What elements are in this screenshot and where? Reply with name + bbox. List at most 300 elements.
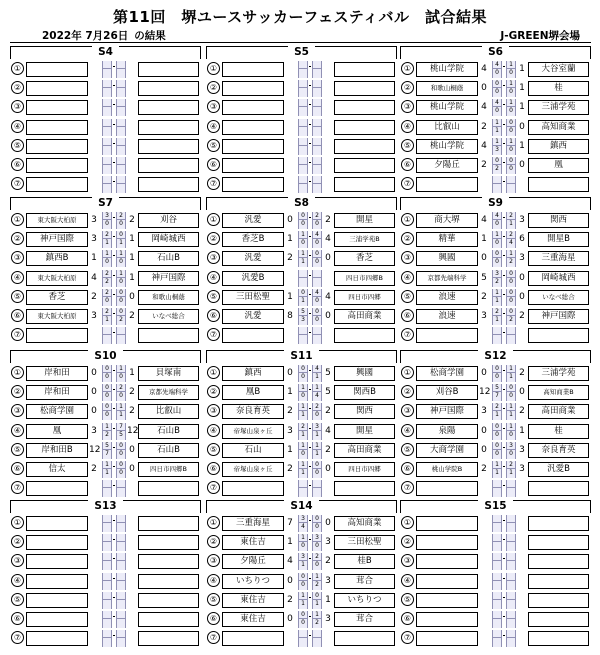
team-b-total bbox=[323, 158, 333, 173]
team-a-halves bbox=[298, 61, 308, 78]
team-b-total: 2 bbox=[519, 368, 525, 378]
team-a-name bbox=[26, 158, 88, 173]
team-a-first-half bbox=[103, 534, 111, 542]
team-b-total: 5 bbox=[325, 387, 331, 398]
team-b-total: 0 bbox=[129, 444, 135, 455]
team-b-halves bbox=[116, 553, 126, 570]
match-number: ③ bbox=[401, 251, 414, 264]
score-dash bbox=[309, 124, 311, 125]
team-b-first-half bbox=[117, 534, 125, 542]
match-row bbox=[400, 307, 591, 326]
panel-header-rule bbox=[206, 500, 284, 513]
match-row bbox=[206, 514, 397, 533]
team-b-total: 2 bbox=[325, 556, 331, 567]
match-row bbox=[206, 249, 397, 268]
score-dash bbox=[309, 447, 311, 448]
team-a-first-half bbox=[103, 480, 111, 488]
team-a-second-half: 0 bbox=[495, 107, 499, 115]
team-b-first-half: 0 bbox=[117, 442, 125, 450]
panel-header-rule bbox=[319, 350, 397, 363]
team-b-name: 高知商業 bbox=[334, 516, 395, 531]
team-a-name: 汎愛B bbox=[222, 271, 284, 286]
team-b-halves bbox=[312, 442, 322, 459]
match-row bbox=[206, 326, 397, 345]
team-a-first-half bbox=[493, 327, 501, 335]
team-a-first-half: 4 bbox=[493, 61, 501, 69]
team-b-total bbox=[323, 120, 333, 135]
team-b-name: 凰 bbox=[528, 158, 589, 173]
team-b-total: 0 bbox=[325, 518, 331, 528]
team-a-second-half: 1 bbox=[495, 469, 499, 476]
team-a-second-half bbox=[493, 542, 501, 550]
match-row bbox=[400, 552, 591, 571]
team-a-second-half: 0 bbox=[495, 373, 499, 380]
team-a-total: 1 bbox=[287, 291, 293, 302]
match-row bbox=[400, 230, 591, 249]
team-b-second-half: 0 bbox=[119, 296, 123, 304]
team-b-first-half bbox=[313, 630, 321, 638]
team-a-second-half: 2 bbox=[495, 277, 499, 285]
team-b-first-half: 0 bbox=[117, 289, 125, 297]
header-divider bbox=[10, 42, 591, 43]
score-dash bbox=[503, 539, 505, 540]
team-b-first-half: 1 bbox=[507, 365, 515, 373]
team-a-total bbox=[285, 481, 295, 496]
team-a-first-half: 0 bbox=[493, 157, 501, 165]
team-a-first-half bbox=[493, 480, 501, 488]
team-b-name: 奈良育英 bbox=[528, 443, 589, 458]
match-row bbox=[206, 79, 397, 98]
team-a-total bbox=[89, 177, 99, 192]
team-b-first-half bbox=[313, 270, 321, 278]
match-row bbox=[400, 572, 591, 591]
team-b-second-half: 0 bbox=[315, 469, 319, 476]
team-a-first-half: 5 bbox=[299, 308, 307, 316]
team-a-total: 2 bbox=[481, 160, 487, 170]
team-b-name: 三浦学苑B bbox=[334, 232, 395, 247]
team-b-first-half: 0 bbox=[117, 461, 125, 469]
team-a-second-half: 1 bbox=[301, 469, 305, 476]
team-b-total bbox=[517, 631, 527, 646]
team-a-second-half bbox=[299, 107, 307, 115]
team-a-halves bbox=[102, 461, 112, 478]
team-b-halves bbox=[116, 461, 126, 478]
score-dash bbox=[113, 389, 115, 390]
team-b-total bbox=[323, 271, 333, 286]
match-row bbox=[10, 460, 201, 479]
team-b-halves bbox=[312, 553, 322, 570]
score-dash bbox=[113, 370, 115, 371]
match-number: ③ bbox=[207, 404, 220, 417]
match-number: ⑥ bbox=[401, 612, 414, 625]
team-b-total: 12 bbox=[127, 425, 139, 436]
team-b-first-half bbox=[507, 592, 515, 600]
team-b-name bbox=[528, 328, 589, 343]
panel-header bbox=[206, 46, 397, 59]
team-a-second-half: 0 bbox=[301, 373, 305, 380]
team-b-second-half bbox=[117, 488, 125, 496]
team-a-name: 岸和田 bbox=[26, 385, 88, 400]
match-number: ① bbox=[401, 366, 414, 379]
team-a-second-half: 0 bbox=[301, 619, 305, 626]
team-b-first-half bbox=[313, 80, 321, 88]
team-b-total bbox=[323, 328, 333, 343]
panel-header bbox=[206, 197, 397, 210]
match-row bbox=[10, 288, 201, 307]
team-b-total bbox=[127, 81, 137, 96]
score-dash bbox=[503, 275, 505, 276]
score-dash bbox=[309, 143, 311, 144]
team-a-first-half bbox=[103, 573, 111, 581]
team-a-halves bbox=[102, 384, 112, 401]
team-b-halves bbox=[312, 138, 322, 155]
team-a-second-half: 2 bbox=[105, 430, 109, 438]
team-a-total: 1 bbox=[287, 537, 293, 548]
team-a-name: 松商学園 bbox=[416, 366, 478, 381]
team-b-second-half bbox=[313, 184, 321, 192]
team-b-halves bbox=[506, 480, 516, 497]
team-b-halves bbox=[116, 289, 126, 306]
team-a-total: 0 bbox=[287, 368, 293, 378]
team-b-first-half bbox=[507, 534, 515, 542]
team-b-name: 開星 bbox=[334, 213, 395, 228]
match-row bbox=[206, 269, 397, 288]
panel-s9 bbox=[400, 197, 591, 352]
team-a-name bbox=[222, 177, 284, 192]
match-row bbox=[206, 211, 397, 230]
match-number: ④ bbox=[11, 120, 24, 133]
score-dash bbox=[503, 520, 505, 521]
team-b-total bbox=[517, 516, 527, 531]
team-a-total: 0 bbox=[481, 425, 487, 436]
team-b-name bbox=[528, 574, 589, 589]
team-a-first-half: 2 bbox=[103, 289, 111, 297]
team-a-name: 夕陽丘 bbox=[416, 158, 478, 173]
match-row bbox=[400, 137, 591, 156]
team-a-second-half bbox=[299, 69, 307, 77]
match-row bbox=[10, 307, 201, 326]
match-row bbox=[400, 479, 591, 498]
team-a-total bbox=[285, 271, 295, 286]
team-a-name bbox=[26, 516, 88, 531]
match-row bbox=[206, 572, 397, 591]
team-b-first-half: 1 bbox=[313, 442, 321, 450]
team-b-halves bbox=[116, 308, 126, 325]
team-b-second-half bbox=[507, 184, 515, 192]
team-b-total: 0 bbox=[325, 253, 331, 264]
panel-name: S12 bbox=[484, 350, 507, 362]
team-a-name: 汎愛 bbox=[222, 309, 284, 324]
score-dash bbox=[309, 616, 311, 617]
team-b-halves bbox=[506, 553, 516, 570]
match-number: ② bbox=[11, 81, 24, 94]
team-b-halves bbox=[116, 515, 126, 532]
score-dash bbox=[503, 389, 505, 390]
team-b-halves bbox=[506, 212, 516, 229]
match-row bbox=[400, 288, 591, 307]
team-a-second-half: 0 bbox=[495, 69, 499, 76]
score-dash bbox=[503, 255, 505, 256]
team-b-name: 三浦学苑 bbox=[528, 100, 589, 115]
team-b-second-half bbox=[117, 542, 125, 550]
team-b-name: いなべ総合 bbox=[528, 290, 589, 305]
team-a-first-half bbox=[299, 99, 307, 107]
team-b-second-half bbox=[117, 165, 125, 173]
team-b-first-half: 0 bbox=[507, 308, 515, 316]
team-b-total: 0 bbox=[129, 291, 135, 302]
team-b-name: 神戸国際 bbox=[138, 271, 199, 286]
match-number: ⑥ bbox=[11, 462, 24, 475]
team-a-total bbox=[89, 328, 99, 343]
match-number: ② bbox=[207, 535, 220, 548]
team-b-first-half: 1 bbox=[313, 611, 321, 619]
team-a-second-half bbox=[103, 335, 111, 343]
score-dash bbox=[113, 485, 115, 486]
team-b-total: 2 bbox=[519, 406, 525, 417]
team-b-total bbox=[127, 158, 137, 173]
team-a-name bbox=[26, 328, 88, 343]
match-row bbox=[10, 479, 201, 498]
date-line bbox=[42, 28, 172, 43]
match-row bbox=[400, 60, 591, 79]
team-a-first-half: 0 bbox=[493, 365, 501, 373]
team-b-halves bbox=[506, 61, 516, 78]
team-b-first-half: 3 bbox=[313, 423, 321, 431]
team-b-total: 2 bbox=[325, 444, 331, 455]
team-a-total: 0 bbox=[481, 368, 487, 378]
team-a-halves bbox=[102, 270, 112, 287]
team-b-name: 高田商業 bbox=[528, 404, 589, 419]
panel-name: S6 bbox=[488, 46, 503, 58]
team-b-halves bbox=[506, 308, 516, 325]
team-a-second-half: 0 bbox=[105, 220, 109, 227]
team-b-first-half: 2 bbox=[507, 231, 515, 239]
panel-header-rule bbox=[10, 197, 92, 210]
team-b-name bbox=[138, 631, 199, 646]
score-dash bbox=[113, 578, 115, 579]
team-a-total bbox=[285, 328, 295, 343]
match-number: ① bbox=[11, 213, 24, 226]
team-a-first-half: 1 bbox=[299, 231, 307, 239]
match-number: ① bbox=[207, 62, 220, 75]
team-b-total: 2 bbox=[129, 406, 135, 417]
match-number: ⑤ bbox=[11, 139, 24, 152]
team-a-first-half: 2 bbox=[493, 403, 501, 411]
team-b-name: 高知商業B bbox=[528, 385, 589, 400]
team-a-total bbox=[89, 554, 99, 569]
match-number: ③ bbox=[207, 100, 220, 113]
team-a-total: 1 bbox=[91, 253, 97, 264]
team-a-second-half bbox=[103, 600, 111, 608]
match-row bbox=[10, 591, 201, 610]
team-a-name: 帝塚山泉ヶ丘 bbox=[222, 424, 284, 439]
team-b-halves bbox=[506, 327, 516, 344]
team-a-second-half: 1 bbox=[495, 126, 499, 134]
team-b-first-half bbox=[507, 515, 515, 523]
team-b-second-half: 0 bbox=[509, 277, 513, 285]
team-b-total bbox=[323, 62, 333, 77]
team-b-second-half: 1 bbox=[315, 373, 319, 380]
match-number: ⑤ bbox=[11, 290, 24, 303]
score-dash bbox=[309, 558, 311, 559]
team-b-total bbox=[517, 574, 527, 589]
team-a-first-half: 0 bbox=[493, 80, 501, 88]
team-a-second-half: 0 bbox=[301, 449, 305, 457]
team-a-first-half: 1 bbox=[299, 442, 307, 450]
score-dash bbox=[113, 294, 115, 295]
team-a-first-half bbox=[299, 176, 307, 184]
team-b-second-half bbox=[507, 561, 515, 569]
score-dash bbox=[113, 616, 115, 617]
team-a-halves bbox=[298, 212, 308, 229]
team-b-second-half: 0 bbox=[119, 392, 123, 400]
team-a-name: 桃山学院B bbox=[416, 462, 478, 477]
team-b-halves bbox=[506, 423, 516, 440]
team-a-total: 1 bbox=[481, 234, 487, 245]
team-b-second-half bbox=[117, 523, 125, 531]
match-row bbox=[10, 118, 201, 137]
team-a-second-half: 0 bbox=[495, 239, 499, 247]
team-b-total: 0 bbox=[519, 160, 525, 170]
team-a-name: 桃山学院 bbox=[416, 139, 478, 154]
team-a-halves bbox=[298, 423, 308, 440]
panel-header bbox=[10, 197, 201, 210]
team-a-halves bbox=[492, 461, 502, 478]
team-a-second-half bbox=[103, 107, 111, 115]
team-a-first-half bbox=[103, 592, 111, 600]
team-b-halves bbox=[116, 442, 126, 459]
team-a-first-half bbox=[493, 573, 501, 581]
team-a-second-half bbox=[299, 488, 307, 496]
team-a-halves bbox=[102, 289, 112, 306]
team-b-name: 岡崎城西 bbox=[138, 232, 199, 247]
team-a-name: 東大阪大柏原 bbox=[26, 309, 88, 324]
team-a-name bbox=[26, 481, 88, 496]
team-a-total bbox=[479, 481, 489, 496]
team-a-second-half: 1 bbox=[301, 258, 305, 266]
team-b-first-half bbox=[313, 327, 321, 335]
match-number: ⑥ bbox=[401, 462, 414, 475]
match-number: ② bbox=[401, 385, 414, 398]
team-b-halves bbox=[506, 289, 516, 306]
team-b-second-half: 4 bbox=[509, 239, 513, 247]
team-b-first-half: 1 bbox=[507, 61, 515, 69]
team-a-first-half: 3 bbox=[299, 553, 307, 561]
team-a-second-half: 0 bbox=[495, 449, 499, 457]
match-row bbox=[400, 460, 591, 479]
team-a-name: 香芝B bbox=[222, 232, 284, 247]
team-b-name: 三田松聖 bbox=[334, 535, 395, 550]
match-row bbox=[206, 422, 397, 441]
team-b-total bbox=[127, 574, 137, 589]
team-b-name: 三浦学苑 bbox=[528, 366, 589, 381]
team-b-halves bbox=[312, 157, 322, 174]
panel-header-rule bbox=[400, 350, 478, 363]
team-a-halves bbox=[298, 403, 308, 420]
team-b-halves bbox=[116, 403, 126, 420]
team-b-first-half bbox=[117, 611, 125, 619]
score-dash bbox=[113, 558, 115, 559]
team-b-name bbox=[138, 81, 199, 96]
team-b-total: 5 bbox=[325, 368, 331, 378]
team-a-second-half: 0 bbox=[495, 88, 499, 96]
team-a-halves bbox=[298, 573, 308, 590]
team-a-name: 商大堺 bbox=[416, 213, 478, 228]
panel-header-rule bbox=[123, 350, 201, 363]
team-b-halves bbox=[506, 157, 516, 174]
score-dash bbox=[309, 578, 311, 579]
team-b-second-half: 1 bbox=[119, 239, 123, 247]
team-a-first-half: 0 bbox=[103, 403, 111, 411]
team-b-first-half: 1 bbox=[313, 573, 321, 581]
team-a-halves bbox=[102, 119, 112, 136]
team-b-total: 1 bbox=[325, 594, 331, 605]
match-row bbox=[10, 422, 201, 441]
team-a-total: 0 bbox=[481, 83, 487, 94]
match-number: ② bbox=[401, 232, 414, 245]
match-number: ① bbox=[207, 213, 220, 226]
match-number: ⑥ bbox=[401, 309, 414, 322]
team-a-first-half: 0 bbox=[299, 611, 307, 619]
team-b-total: 3 bbox=[325, 614, 331, 624]
team-b-first-half: 2 bbox=[117, 384, 125, 392]
team-a-total: 3 bbox=[91, 311, 97, 321]
match-number: ⑦ bbox=[401, 328, 414, 341]
team-a-halves bbox=[298, 176, 308, 193]
team-a-second-half: 0 bbox=[301, 239, 305, 247]
team-b-halves bbox=[312, 270, 322, 287]
team-a-halves bbox=[492, 308, 502, 325]
score-dash bbox=[503, 485, 505, 486]
team-a-second-half: 1 bbox=[301, 599, 305, 607]
team-a-first-half bbox=[103, 515, 111, 523]
score-dash bbox=[113, 275, 115, 276]
team-a-total: 0 bbox=[481, 444, 487, 455]
team-a-first-half: 0 bbox=[299, 573, 307, 581]
team-a-name: 比叡山 bbox=[416, 120, 478, 135]
score-dash bbox=[309, 181, 311, 182]
team-a-second-half bbox=[299, 146, 307, 154]
team-a-total bbox=[479, 554, 489, 569]
team-a-second-half bbox=[493, 335, 501, 343]
team-a-second-half: 0 bbox=[301, 580, 305, 588]
team-b-first-half: 0 bbox=[117, 231, 125, 239]
team-b-name: 四日市四郷B bbox=[138, 462, 199, 477]
team-b-halves bbox=[116, 327, 126, 344]
match-number: ⑦ bbox=[11, 481, 24, 494]
team-a-first-half: 3 bbox=[299, 515, 307, 523]
team-b-total: 1 bbox=[129, 368, 135, 378]
score-dash bbox=[113, 408, 115, 409]
team-b-first-half: 1 bbox=[507, 250, 515, 258]
team-a-first-half bbox=[493, 592, 501, 600]
team-a-first-half bbox=[493, 611, 501, 619]
team-a-second-half: 0 bbox=[301, 392, 305, 400]
team-a-first-half: 1 bbox=[493, 231, 501, 239]
match-row bbox=[400, 118, 591, 137]
match-row bbox=[206, 610, 397, 629]
match-number: ⑦ bbox=[401, 631, 414, 644]
score-dash bbox=[309, 217, 311, 218]
team-a-total: 4 bbox=[287, 556, 293, 567]
team-b-halves bbox=[506, 534, 516, 551]
team-a-total: 4 bbox=[481, 102, 487, 113]
team-b-first-half: 4 bbox=[313, 365, 321, 373]
team-a-name bbox=[416, 631, 478, 646]
team-a-first-half: 2 bbox=[103, 270, 111, 278]
team-b-first-half bbox=[507, 630, 515, 638]
team-a-first-half: 4 bbox=[493, 212, 501, 220]
